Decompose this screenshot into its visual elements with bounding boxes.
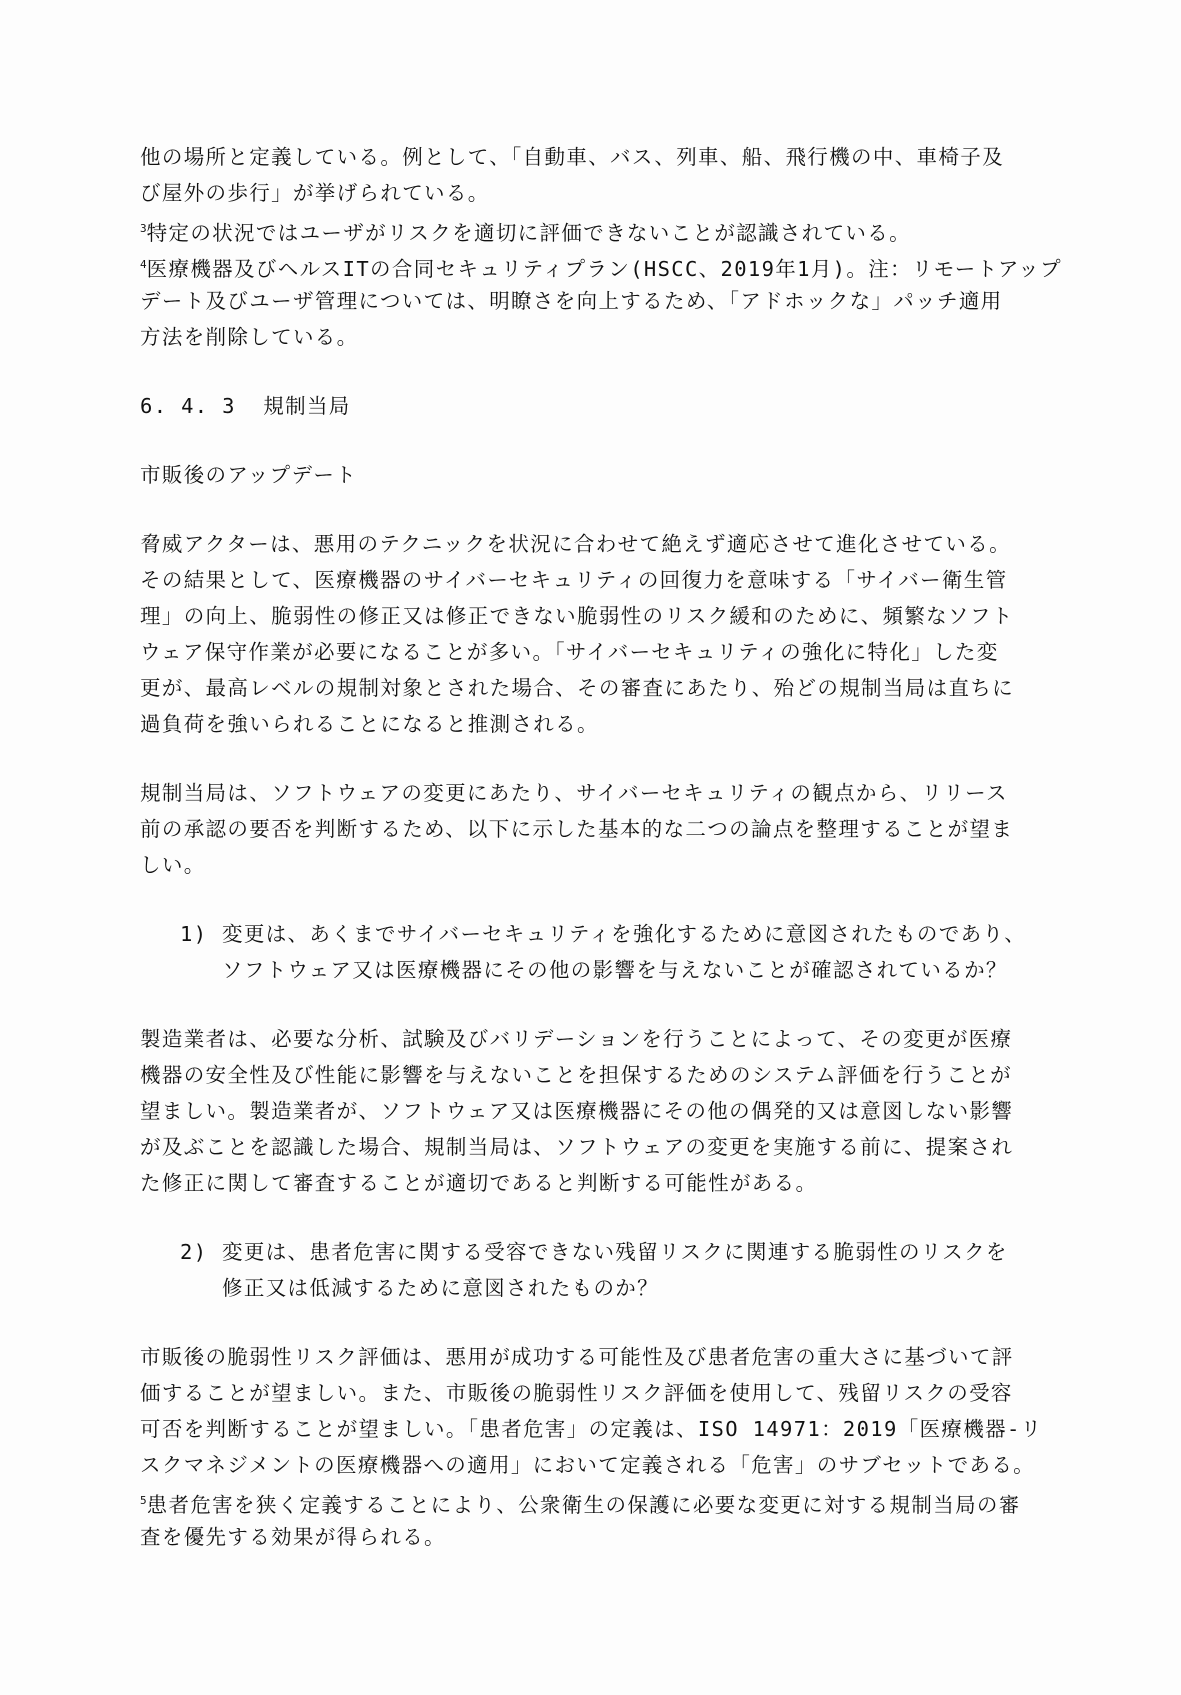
paragraph-3 (140, 1021, 1014, 1201)
paragraph-1 (140, 526, 1014, 742)
question-text: 修正又は低減するために意図されたものか？ (222, 1276, 659, 1300)
text-line: 更が、最高レベルの規制対象とされた場合、その審査にあたり、殆どの規制当局は直ちに (140, 676, 1014, 700)
footnote-3 (140, 211, 960, 247)
footnote-5-line (140, 1483, 1021, 1519)
text-line: 前の承認の要否を判断するため、以下に示した基本的な二つの論点を整理することが望ま (140, 817, 1014, 841)
question-number: 2) (180, 1240, 208, 1264)
paragraph-4 (140, 1339, 1043, 1555)
footnote-4 (140, 247, 1062, 355)
question-number: 1) (180, 922, 208, 946)
text-line: しい。 (140, 853, 206, 877)
text-line: 他の場所と定義している。例として、「自動車、バス、列車、船、飛行機の中、車椅子及 (140, 145, 1004, 169)
text-line: 製造業者は、必要な分析、試験及びバリデーションを行うことによって、その変更が医療 (140, 1027, 1013, 1051)
text-line: 過負荷を強いられることになると推測される。 (140, 712, 599, 736)
question-text: 変更は、患者危害に関する受容できない残留リスクに関連する脆弱性のリスクを (222, 1240, 1008, 1264)
text-line: ウェア保守作業が必要になることが多い。「サイバーセキュリティの強化に特化」した変 (140, 640, 999, 664)
question-text: ソフトウェア又は医療機器にその他の影響を与えないことが確認されているか？ (222, 958, 1008, 982)
text-line: 規制当局は、ソフトウェアの変更にあたり、サイバーセキュリティの観点から、リリース (140, 781, 1008, 805)
text-line: 価することが望ましい。また、市販後の脆弱性リスク評価を使用して、残留リスクの受容 (140, 1381, 1013, 1405)
text-line: 査を優先する効果が得られる。 (140, 1525, 446, 1549)
paragraph-2 (140, 775, 1014, 883)
section-heading (140, 388, 960, 424)
question-text: 変更は、あくまでサイバーセキュリティを強化するために意図されたものであり、 (222, 922, 1027, 946)
text-line: 可否を判断することが望ましい。「患者危害」の定義は、ISO 14971：2019「医療機器-リ (140, 1417, 1043, 1441)
text-line: その結果として、医療機器のサイバーセキュリティの回復力を意味する「サイバー衛生管 (140, 568, 1008, 592)
text-line: 脅威アクターは、悪用のテクニックを状況に合わせて絶えず適応させて進化させている。 (140, 532, 1011, 556)
question-2 (140, 1234, 1008, 1306)
text-line: 機器の安全性及び性能に影響を与えないことを担保するためのシステム評価を行うことが (140, 1063, 1012, 1087)
footnote-marker: 3 (140, 222, 147, 235)
footnote-text: 医療機器及びヘルスITの合同セキュリティプラン(HSCC、2019年1月)。注：リモートアップ (146, 257, 1062, 281)
text-line: び屋外の歩行」が挙げられている。 (140, 181, 490, 205)
document-page (140, 139, 1062, 1555)
subsection-heading: 市販後のアップデート (140, 463, 358, 487)
text-line: 望ましい。製造業者が、ソフトウェア又は医療機器にその他の偶発的又は意図しない影響 (140, 1099, 1014, 1123)
section-title: 規制当局 (263, 394, 351, 418)
footnote-text: 特定の状況ではユーザがリスクを適切に評価できないことが認識されている。 (146, 221, 911, 245)
footnote-marker: 4 (140, 258, 147, 271)
footnote-continuation (140, 139, 1004, 211)
text-line: 市販後の脆弱性リスク評価は、悪用が成功する可能性及び患者危害の重大さに基づいて評 (140, 1345, 1014, 1369)
section-number: 6. 4. 3 (140, 394, 236, 418)
footnote-marker: 5 (140, 1494, 147, 1507)
text-line: が及ぶことを認識した場合、規制当局は、ソフトウェアの変更を実施する前に、提案され (140, 1135, 1014, 1159)
text-line: 理」の向上、脆弱性の修正又は修正できない脆弱性のリスク緩和のために、頻繁なソフト (140, 604, 1014, 628)
text-line: 方法を削除している。 (140, 325, 359, 349)
question-1 (140, 916, 1027, 988)
text-line: た修正に関して審査することが適切であると判断する可能性がある。 (140, 1171, 818, 1195)
text-line: デート及びユーザ管理については、明瞭さを向上するため、「アドホックな」パッチ適用 (140, 289, 1003, 313)
text-line: スクマネジメントの医療機器への適用」において定義される「危害」のサブセットである。 (140, 1453, 1036, 1477)
footnote-text: 患者危害を狭く定義することにより、公衆衛生の保護に必要な変更に対する規制当局の審 (146, 1493, 1021, 1517)
